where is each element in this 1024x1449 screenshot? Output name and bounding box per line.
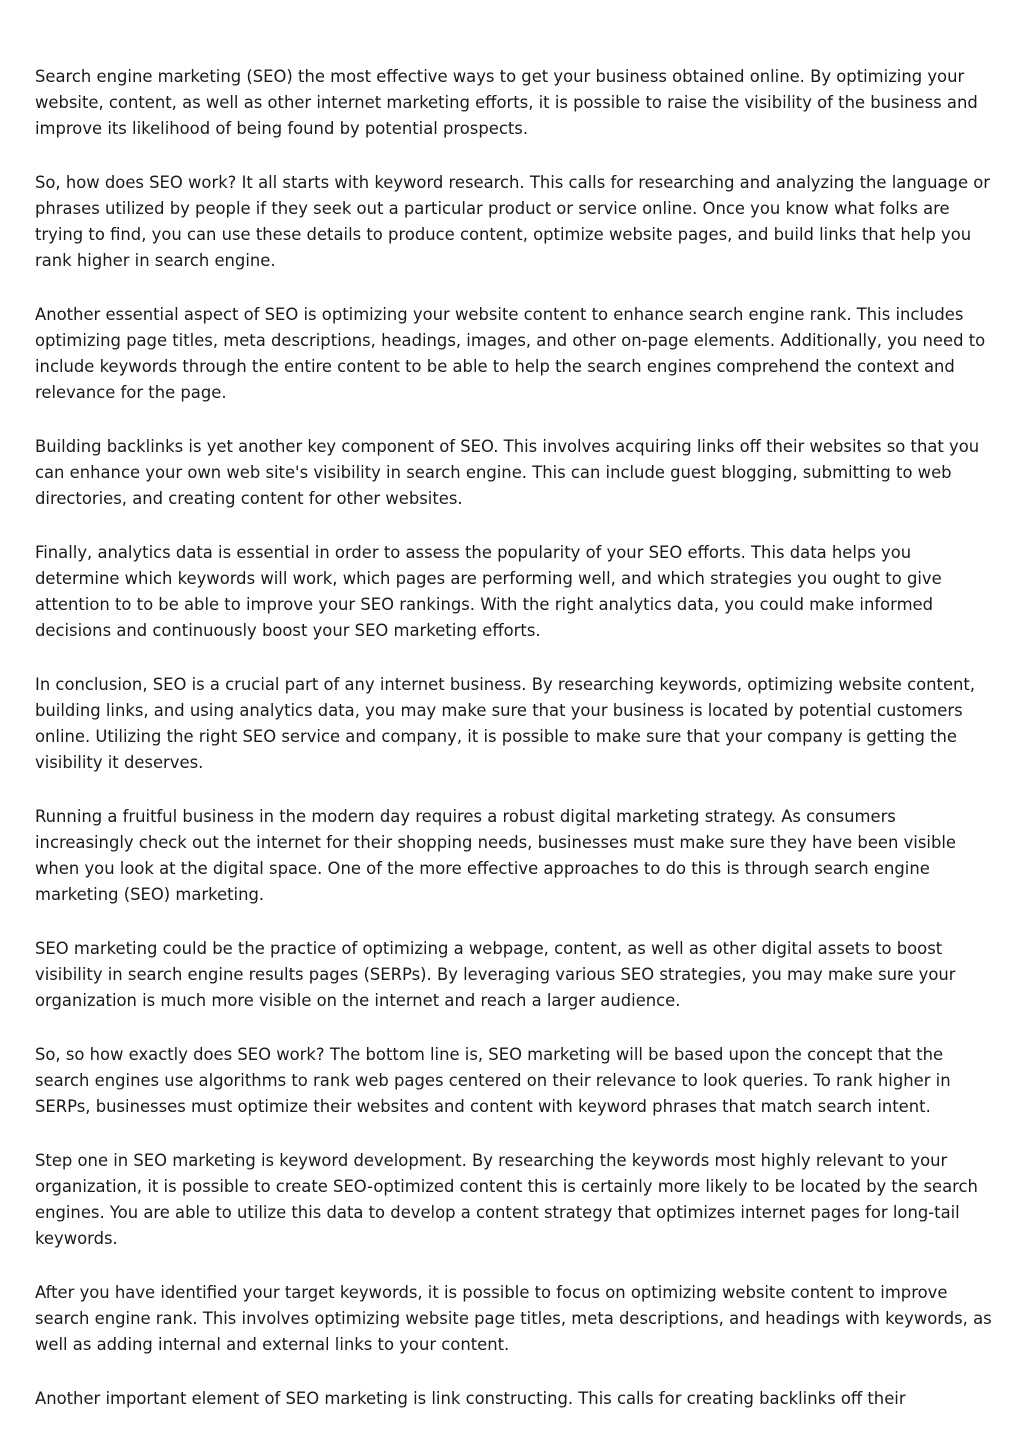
document-body <box>35 64 995 1440</box>
paragraph-5: Finally, analytics data is essential in order to assess the popularity of your SEO efforts. This data helps you determine which keywords will work, which pages are performing well, and which strategies you ought to give attention to to be able to improve your SEO rankings. With the right analytics data, you could make informed decisions and continuously boost your SEO marketing efforts. <box>35 543 942 640</box>
paragraph-3: Another essential aspect of SEO is optimizing your website content to enhance search engine rank. This includes optimizing page titles, meta descriptions, headings, images, and other on-page elements. Additionally, you need to include keywords through the entire content to be able to help the search engines comprehend the context and relevance for the page. <box>35 305 986 402</box>
paragraph-7: Running a fruitful business in the modern day requires a robust digital marketing strategy. As consumers increasingly check out the internet for their shopping needs, businesses must make sure they have been visible when you look at the digital space. One of the more effective approaches to do this is through search engine marketing (SEO) marketing. <box>35 807 956 904</box>
paragraph-11: After you have identified your target keywords, it is possible to focus on optimizing website content to improve search engine rank. This involves optimizing website page titles, meta descriptions, and headings with keywords, as well as adding internal and external links to your content. <box>35 1283 992 1354</box>
paragraph-8: SEO marketing could be the practice of optimizing a webpage, content, as well as other digital assets to boost visibility in search engine results pages (SERPs). By leveraging various SEO strategies, you may make sure your organization is much more visible on the internet and reach a larger audience. <box>35 939 956 1010</box>
paragraph-2: So, how does SEO work? It all starts with keyword research. This calls for researching and analyzing the language or phrases utilized by people if they seek out a particular product or service online. Once you know what folks are trying to find, you can use these details to produce content, optimize website pages, and build links that help you rank higher in search engine. <box>35 173 991 270</box>
paragraph-10: Step one in SEO marketing is keyword development. By researching the keywords most highly relevant to your organization, it is possible to create SEO-optimized content this is certainly more likely to be located by the search engines. You are able to utilize this data to develop a content strategy that optimizes internet pages for long-tail keywords. <box>35 1151 978 1248</box>
paragraph-6: In conclusion, SEO is a crucial part of any internet business. By researching keywords, optimizing website content, building links, and using analytics data, you may make sure that your business is located by potential customers online. Utilizing the right SEO service and company, it is possible to make sure that your company is getting the visibility it deserves. <box>35 675 976 772</box>
paragraph-12: Another important element of SEO marketing is link constructing. This calls for creating backlinks off their <box>35 1389 906 1408</box>
paragraph-1: Search engine marketing (SEO) the most effective ways to get your business obtained online. By optimizing your website, content, as well as other internet marketing efforts, it is possible to raise the visibility of the business and improve its likelihood of being found by potential prospects. <box>35 67 978 138</box>
paragraph-4: Building backlinks is yet another key component of SEO. This involves acquiring links off their websites so that you can enhance your own web site's visibility in search engine. This can include guest blogging, submitting to web directories, and creating content for other websites. <box>35 437 980 508</box>
paragraph-9: So, so how exactly does SEO work? The bottom line is, SEO marketing will be based upon the concept that the search engines use algorithms to rank web pages centered on their relevance to look queries. To rank higher in SERPs, businesses must optimize their websites and content with keyword phrases that match search intent. <box>35 1045 951 1116</box>
